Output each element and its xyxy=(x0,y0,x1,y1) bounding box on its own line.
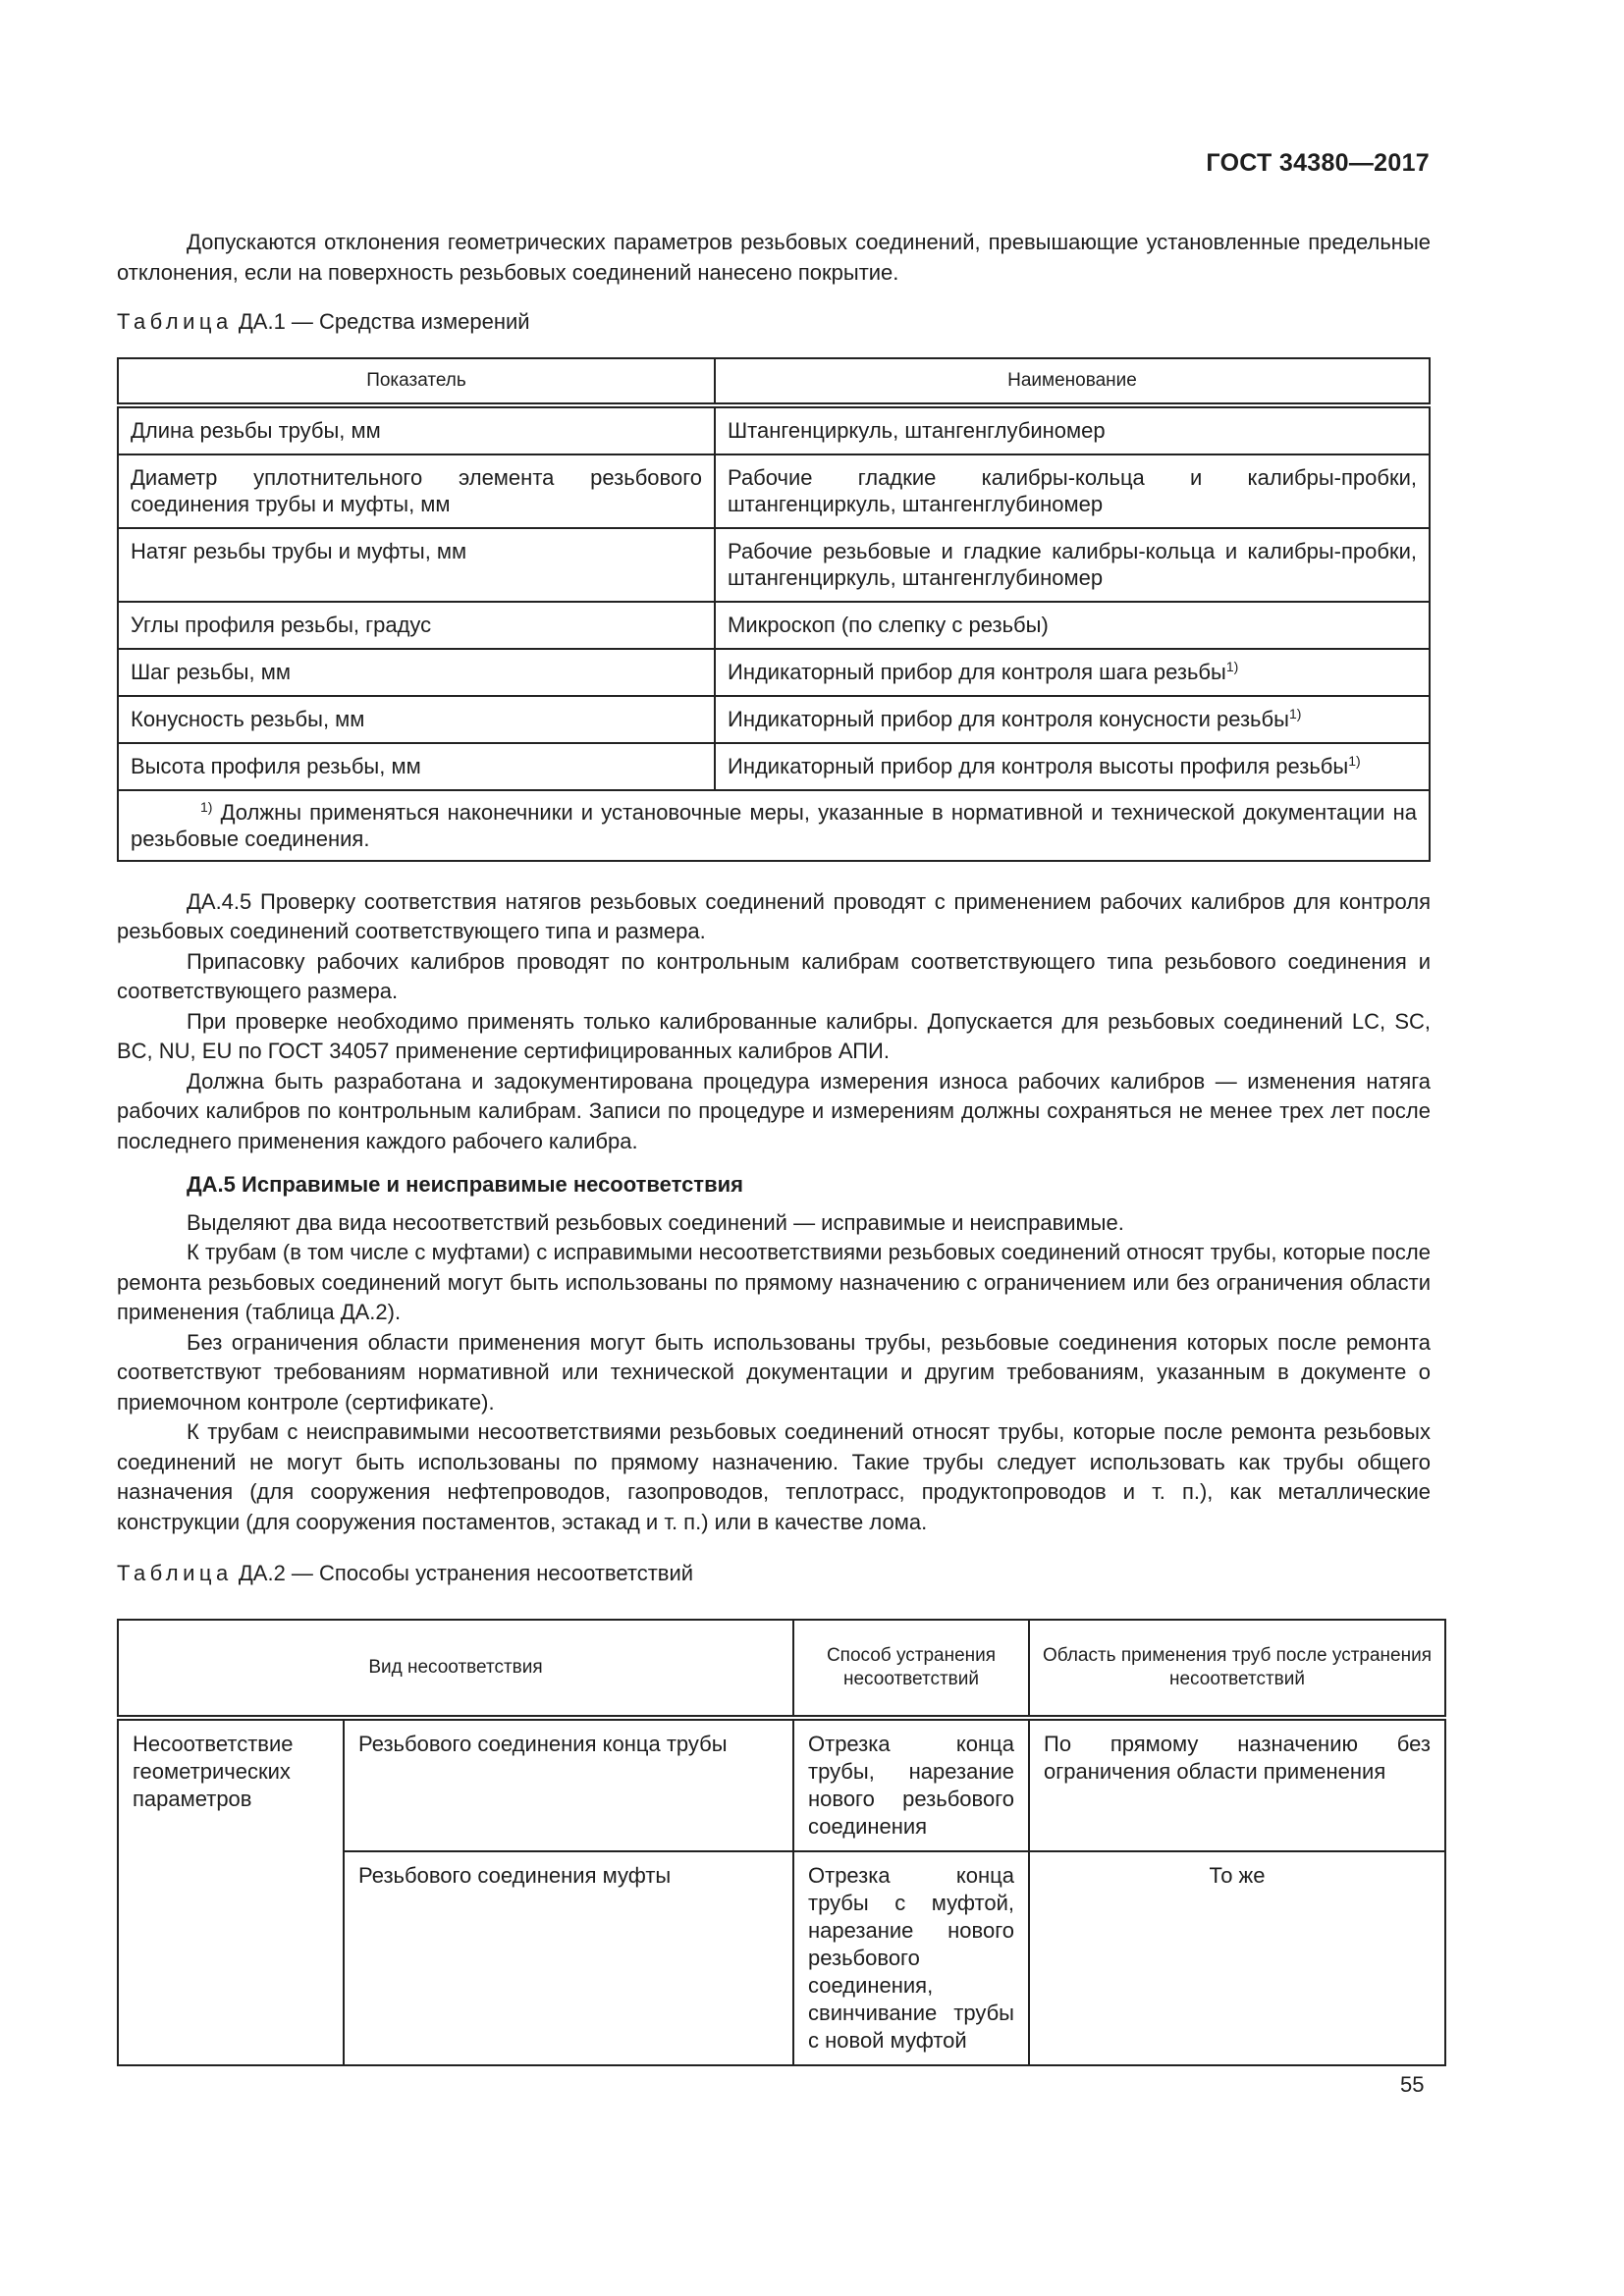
table2-caption-prefix: Таблица xyxy=(117,1561,233,1585)
cell-tool xyxy=(715,649,1430,696)
cell-scope: То же xyxy=(1029,1851,1445,2065)
section-da45 xyxy=(117,887,1431,1157)
footnote-ref: 1) xyxy=(1348,752,1361,769)
paragraph: ДА.4.5 Проверку соответствия натягов резьбовых соединений проводят с применением рабочих калибров для контроля резьбовых соединений соответствующего типа и размера. xyxy=(117,888,1431,943)
tool-text: Микроскоп (по слепку с резьбы) xyxy=(728,612,1049,637)
cell-parameter: Натяг резьбы трубы и муфты, мм xyxy=(118,528,715,602)
footnote-ref: 1) xyxy=(1225,658,1239,674)
cell-tool xyxy=(715,454,1430,528)
section-da5 xyxy=(117,1170,1431,1537)
footnote-mark: 1) xyxy=(200,798,213,815)
table2-caption-text: ДА.2 — Способы устранения несоответствий xyxy=(238,1561,694,1585)
cell-method: Отрезка конца трубы с муфтой, нарезание нового резьбового соединения, свинчивание трубы с новой муфтой xyxy=(793,1851,1029,2065)
tool-text: Индикаторный прибор для контроля шага резьбы xyxy=(728,659,1226,684)
cell-tool xyxy=(715,528,1430,602)
table-row xyxy=(118,1718,1445,1851)
cell-parameter: Конусность резьбы, мм xyxy=(118,696,715,743)
cell-kind: Резьбового соединения конца трубы xyxy=(344,1718,793,1851)
cell-parameter: Диаметр уплотнительного элемента резьбового соединения трубы и муфты, мм xyxy=(118,454,715,528)
table-header-row xyxy=(118,358,1430,405)
cell-method: Отрезка конца трубы, нарезание нового резьбового соединения xyxy=(793,1718,1029,1851)
paragraph: Без ограничения области применения могут быть использованы трубы, резьбовые соединения которых после ремонта соответствуют требованиям нормативной или технической документации и другим требованиям, указанным в документе о приемочном контроле (сертификате). xyxy=(117,1329,1431,1415)
page-content xyxy=(117,228,1431,2066)
table-footnote xyxy=(118,790,1430,861)
table-row xyxy=(118,743,1430,790)
cell-kind: Резьбового соединения муфты xyxy=(344,1851,793,2065)
column-header-tool-name: Наименование xyxy=(715,358,1430,405)
table1-caption xyxy=(117,307,1431,338)
table-footnote-row xyxy=(118,790,1430,861)
cell-group-label: Несоответствие геометрических параметров xyxy=(118,1718,344,2065)
column-header-application-scope: Область применения труб после устранения несоответствий xyxy=(1029,1620,1445,1718)
table1-caption-text: ДА.1 — Средства измерений xyxy=(238,309,530,334)
table-row xyxy=(118,602,1430,649)
column-header-remedy-method: Способ устранения несоответствий xyxy=(793,1620,1029,1718)
table1-caption-prefix: Таблица xyxy=(117,309,233,334)
tool-text: Штангенциркуль, штангенглубиномер xyxy=(728,417,1106,443)
paragraph: Припасовку рабочих калибров проводят по контрольным калибрам соответствующего типа резьбового соединения и соответствующего размера. xyxy=(117,948,1431,1003)
paragraph: При проверке необходимо применять только калиброванные калибры. Допускается для резьбовых соединений LC, SC, BC, NU, EU по ГОСТ 34057 применение сертифицированных калибров АПИ. xyxy=(117,1008,1431,1063)
cell-tool xyxy=(715,405,1430,454)
cell-parameter: Шаг резьбы, мм xyxy=(118,649,715,696)
cell-tool xyxy=(715,743,1430,790)
table-measuring-tools xyxy=(117,357,1431,862)
cell-scope: По прямому назначению без ограничения области применения xyxy=(1029,1718,1445,1851)
paragraph: Должна быть разработана и задокументирована процедура измерения износа рабочих калибров — изменения натяга рабочих калибров по контрольным калибрам. Записи по процедуре и измерениям должны сохраняться не менее трех лет после последнего применения каждого рабочего калибра. xyxy=(117,1068,1431,1153)
cell-parameter: Углы профиля резьбы, градус xyxy=(118,602,715,649)
page-number: 55 xyxy=(1400,2072,1425,2097)
paragraph: К трубам (в том числе с муфтами) с исправимыми несоответствиями резьбовых соединений относят трубы, которые после ремонта резьбовых соединений могут быть использованы по прямому назначению с ограничением или без ограничения области применения (таблица ДА.2). xyxy=(117,1240,1431,1324)
table-row xyxy=(118,696,1430,743)
section-heading: ДА.5 Исправимые и неисправимые несоответствия xyxy=(187,1172,743,1197)
footnote-text: Должны применяться наконечники и установочные меры, указанные в нормативной и технической документации на резьбовые соединения. xyxy=(131,799,1417,851)
column-header-parameter: Показатель xyxy=(118,358,715,405)
tool-text: Рабочие гладкие калибры-кольца и калибры-пробки, штангенциркуль, штангенглубиномер xyxy=(728,464,1417,516)
table-row xyxy=(118,649,1430,696)
intro-paragraph: Допускаются отклонения геометрических параметров резьбовых соединений, превышающие установленные предельные отклонения, если на поверхность резьбовых соединений нанесено покрытие. xyxy=(117,230,1431,285)
table-nonconformity-remedies xyxy=(117,1619,1446,2066)
paragraph: К трубам с неисправимыми несоответствиями резьбовых соединений относят трубы, которые после ремонта резьбовых соединений не могут быть использованы по прямому назначению. Такие трубы следует использовать как трубы общего назначения (для сооружения нефтепроводов, газопроводов, теплотрасс, продуктопроводов и т. п.), как металлические конструкции (для сооружения постаментов, эстакад и т. п.) или в качестве лома. xyxy=(117,1419,1431,1534)
footnote-ref: 1) xyxy=(1288,705,1302,721)
table2-caption xyxy=(117,1559,1431,1589)
cell-tool xyxy=(715,696,1430,743)
table-header-row xyxy=(118,1620,1445,1718)
cell-parameter: Длина резьбы трубы, мм xyxy=(118,405,715,454)
cell-parameter: Высота профиля резьбы, мм xyxy=(118,743,715,790)
table-row xyxy=(118,528,1430,602)
cell-tool xyxy=(715,602,1430,649)
document-id-header: ГОСТ 34380—2017 xyxy=(1206,149,1430,177)
tool-text: Индикаторный прибор для контроля конусности резьбы xyxy=(728,706,1289,731)
table-row xyxy=(118,454,1430,528)
tool-text: Индикаторный прибор для контроля высоты профиля резьбы xyxy=(728,753,1349,778)
tool-text: Рабочие резьбовые и гладкие калибры-кольца и калибры-пробки, штангенциркуль, штангенглубиномер xyxy=(728,538,1417,590)
column-header-nonconformity-type: Вид несоответствия xyxy=(118,1620,793,1718)
paragraph: Выделяют два вида несоответствий резьбовых соединений — исправимые и неисправимые. xyxy=(187,1209,1124,1235)
table-row xyxy=(118,405,1430,454)
